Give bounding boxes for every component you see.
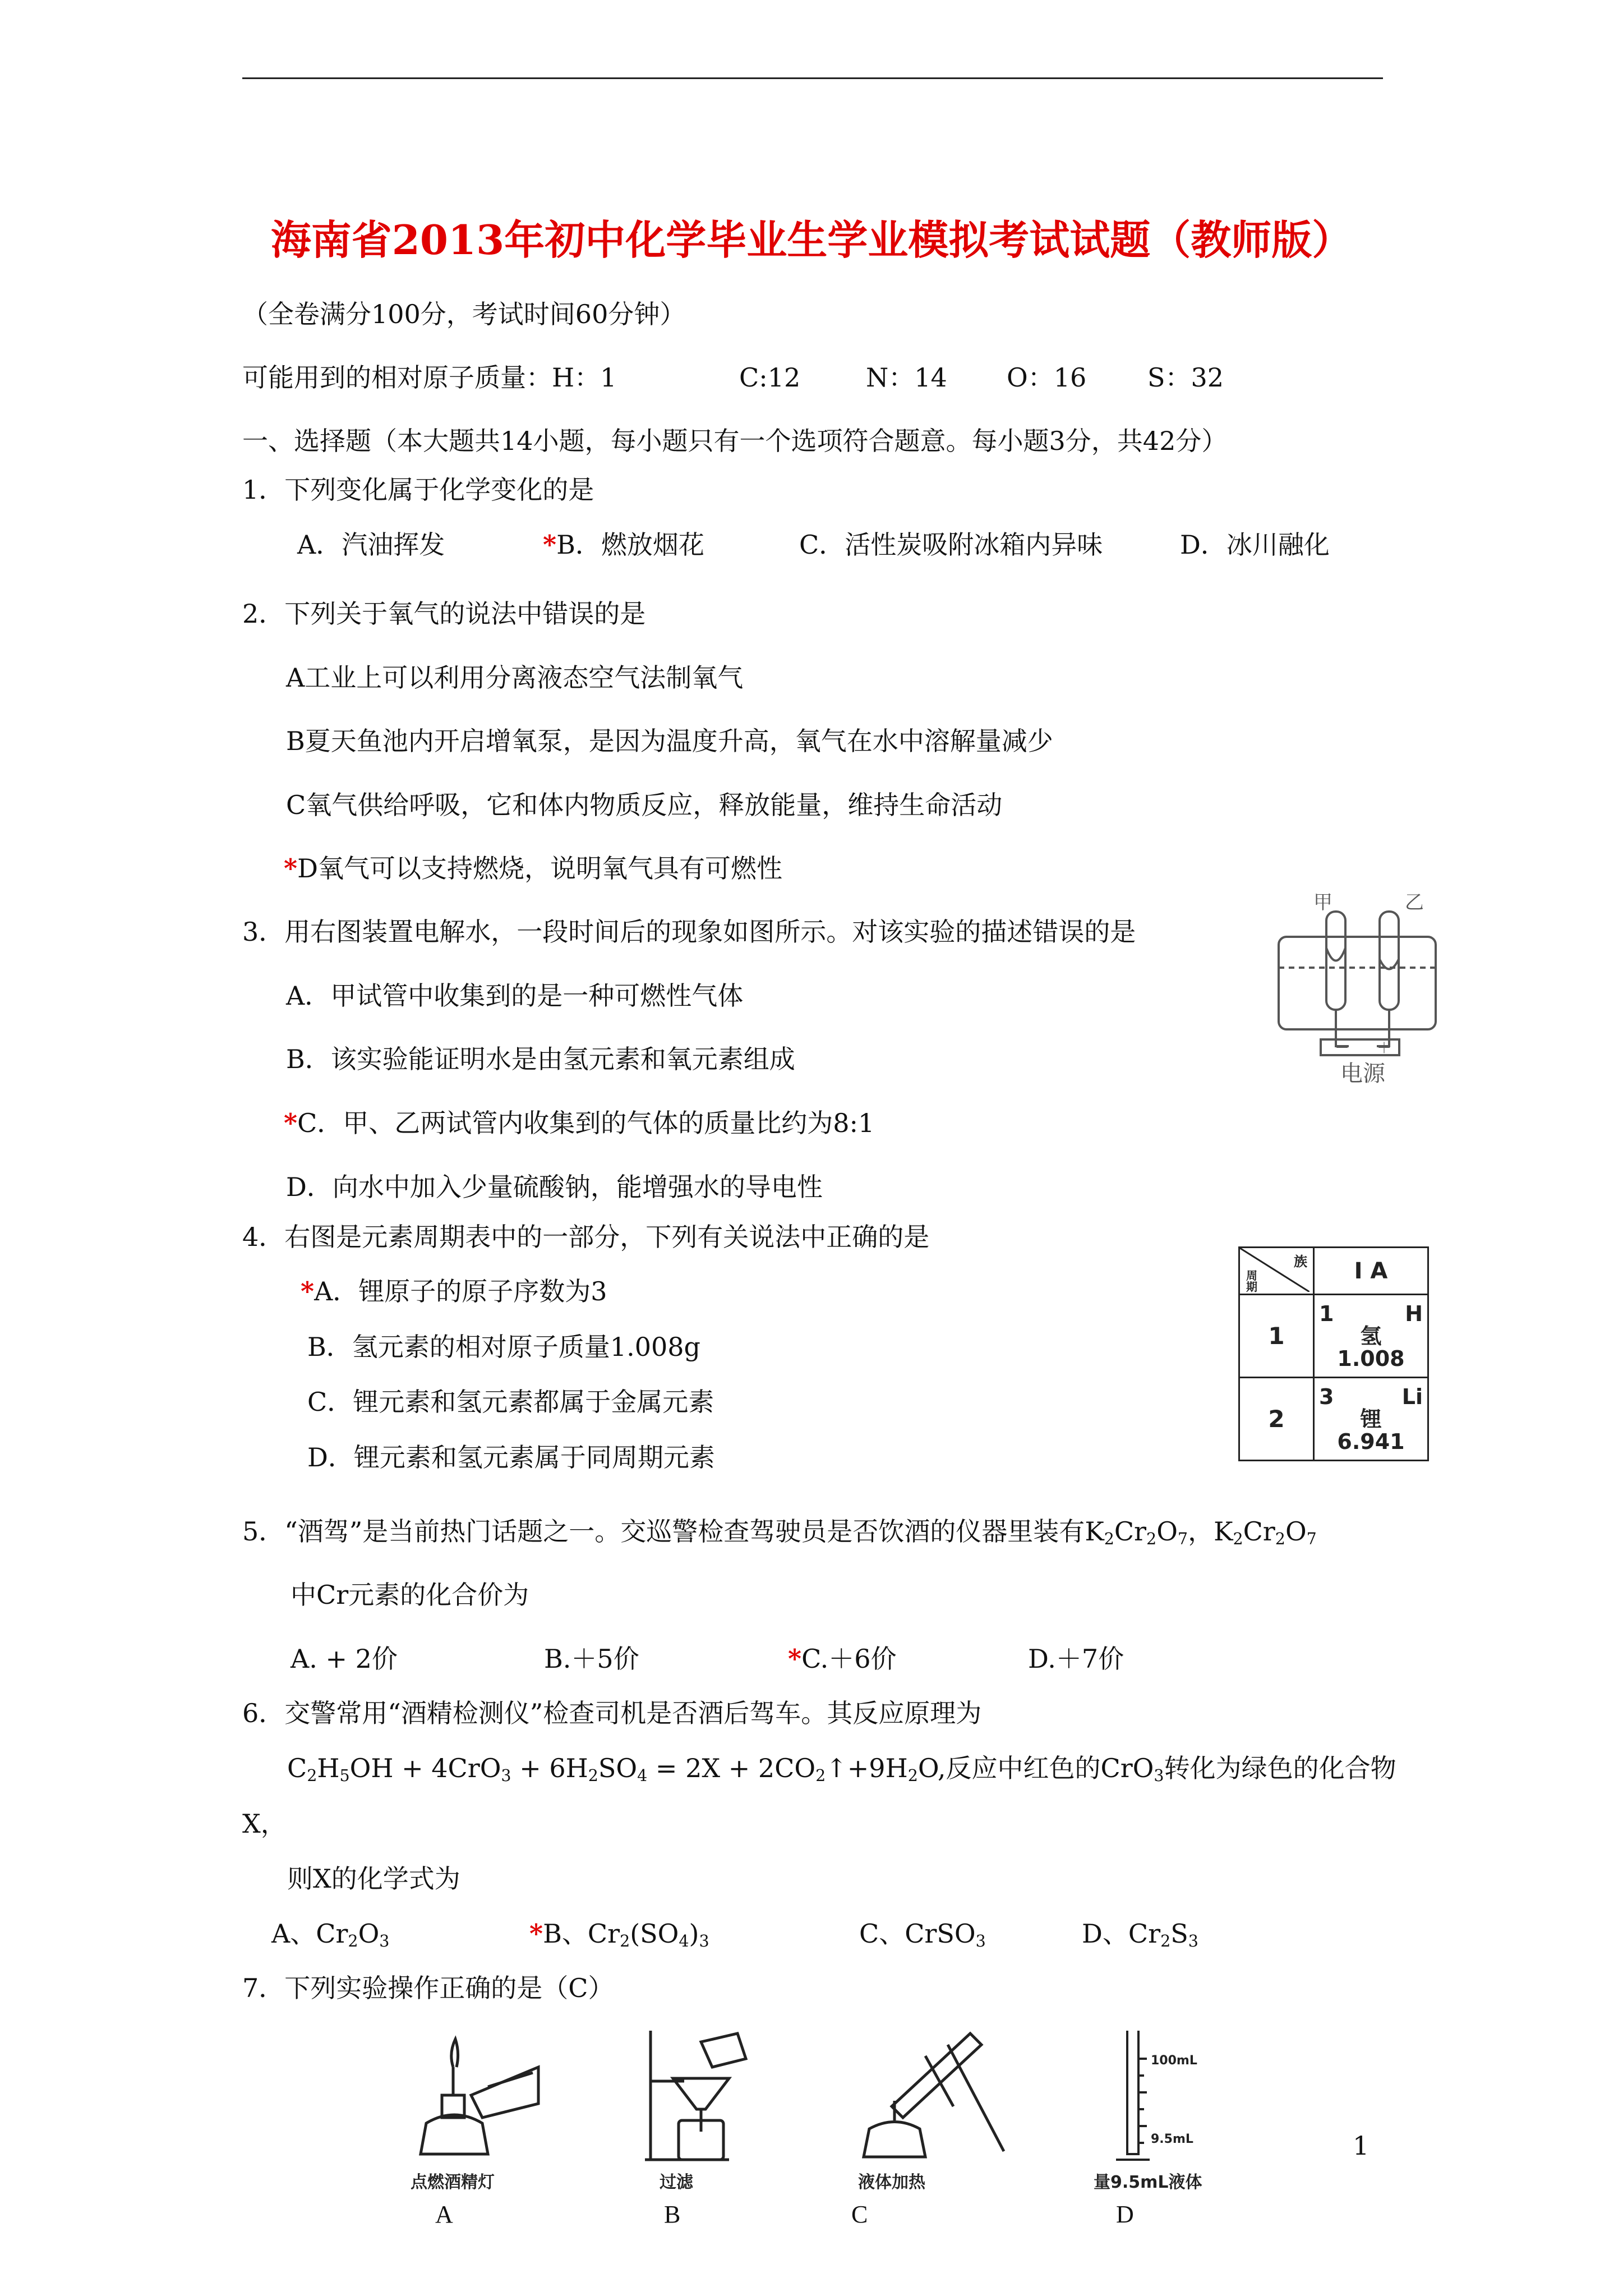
plus-label: ＋ bbox=[1377, 1040, 1392, 1057]
li-number: 3 bbox=[1319, 1384, 1334, 1409]
zu-label: 族 bbox=[1294, 1254, 1307, 1269]
page-number: 1 bbox=[1353, 2131, 1370, 2161]
minus-label: － bbox=[1335, 1040, 1350, 1057]
answer-mark: * bbox=[788, 1644, 802, 1674]
q5-option-b: B.＋5价 bbox=[544, 1644, 639, 1674]
graduated-cylinder-figure bbox=[1099, 2025, 1239, 2162]
page-title: 海南省2013年初中化学毕业生学业模拟考试试题（教师版） bbox=[270, 216, 1353, 264]
h-symbol: H bbox=[1405, 1301, 1423, 1326]
section-heading: 一、选择题（本大题共14小题，每小题只有一个选项符合题意。每小题3分，共42分） bbox=[242, 426, 1228, 456]
fig-a-label: A bbox=[435, 2201, 453, 2228]
zhouqi-label: 周期 bbox=[1246, 1269, 1257, 1294]
q5-option-c: *C.＋6价 bbox=[788, 1644, 897, 1674]
fig-d-label: D bbox=[1116, 2201, 1134, 2228]
q3-option-c: *C．甲、乙两试管内收集到的气体的质量比约为8:1 bbox=[284, 1108, 875, 1138]
q2-option-c: C氧气供给呼吸，它和体内物质反应，释放能量，维持生命活动 bbox=[286, 790, 1003, 820]
q4-option-a: *A．锂原子的原子序数为3 bbox=[301, 1276, 607, 1306]
cylinder-bottom-mark: 9.5mL bbox=[1151, 2132, 1193, 2146]
atomic-mass-s: S：32 bbox=[1147, 362, 1224, 393]
fig-b-label: B bbox=[664, 2201, 681, 2228]
q2-option-d: *D氧气可以支持燃烧，说明氧气具有可燃性 bbox=[284, 853, 782, 884]
periodic-table-fragment bbox=[1238, 1246, 1429, 1461]
li-name: 锂 bbox=[1360, 1406, 1382, 1432]
atomic-mass-h: 可能用到的相对原子质量：H：1 bbox=[242, 362, 617, 393]
answer-mark: * bbox=[529, 1918, 543, 1949]
cylinder-top-mark: 100mL bbox=[1151, 2054, 1197, 2068]
q5-stem: 5．“酒驾”是当前热门话题之一。交巡警检查驾驶员是否饮酒的仪器里装有$K_2Cr_2O_7$，$K_2Cr_2O_7$ bbox=[242, 1516, 1317, 1549]
q6-option-d: D、$Cr_2S_3$ bbox=[1082, 1918, 1198, 1951]
q6-option-b: *B、$Cr_2(SO_4)_3$ bbox=[529, 1918, 709, 1951]
q6-option-c: C、CrSO$_3$ bbox=[859, 1918, 986, 1951]
fig-d-caption: 量9.5mL液体 bbox=[1094, 2173, 1202, 2192]
h-mass: 1.008 bbox=[1337, 1346, 1405, 1371]
table-corner bbox=[1239, 1248, 1314, 1295]
q1-option-c: C．活性炭吸附冰箱内异味 bbox=[799, 530, 1103, 560]
q4-option-d: D．锂元素和氢元素属于同周期元素 bbox=[307, 1442, 715, 1473]
liquid-heating-figure bbox=[841, 2022, 1009, 2162]
q2-stem: 2．下列关于氧气的说法中错误的是 bbox=[242, 599, 646, 629]
q1-option-b: *B．燃放烟花 bbox=[543, 530, 704, 560]
filtration-figure bbox=[639, 2025, 763, 2162]
fig-a-caption: 点燃酒精灯 bbox=[411, 2173, 495, 2192]
tube-jia-label: 甲 bbox=[1313, 891, 1332, 914]
period-2: 2 bbox=[1239, 1378, 1314, 1461]
q3-option-d: D．向水中加入少量硫酸钠，能增强水的导电性 bbox=[286, 1172, 823, 1202]
q6-stem: 6．交警常用“酒精检测仪”检查司机是否酒后驾车。其反应原理为 bbox=[242, 1698, 982, 1728]
q6-equation: $C_2H_5OH + 4CrO_3 + 6H_2SO_4 = 2X$ + $2CO_2↑+9H_2O$,反应中红色的CrO$_3$转化为绿色的化合物 bbox=[287, 1753, 1396, 1786]
q1-option-a: A．汽油挥发 bbox=[297, 530, 445, 560]
atomic-mass-c: C:12 bbox=[739, 362, 801, 393]
fig-c-caption: 液体加热 bbox=[858, 2173, 925, 2192]
q7-stem: 7．下列实验操作正确的是（C） bbox=[242, 1973, 614, 2003]
q6-option-a: A、$Cr_2O_3$ bbox=[271, 1918, 390, 1951]
q2-option-a: A工业上可以利用分离液态空气法制氧气 bbox=[286, 662, 744, 693]
li-mass: 6.941 bbox=[1337, 1429, 1405, 1454]
answer-mark: * bbox=[301, 1276, 315, 1306]
q3-option-a: A．甲试管中收集到的是一种可燃性气体 bbox=[286, 981, 744, 1011]
h-number: 1 bbox=[1319, 1301, 1334, 1326]
q6-x-line: X， bbox=[242, 1809, 287, 1839]
atomic-mass-o: O：16 bbox=[1007, 362, 1087, 393]
q2-option-b: B夏天鱼池内开启增氧泵，是因为温度升高，氧气在水中溶解量减少 bbox=[286, 726, 1053, 756]
q4-option-b: B．氢元素的相对原子质量1.008g bbox=[307, 1332, 700, 1362]
q5-option-a: A. + 2价 bbox=[291, 1644, 398, 1674]
fig-c-label: C bbox=[851, 2201, 868, 2228]
q5-stem-line2: 中Cr元素的化合价为 bbox=[291, 1580, 529, 1610]
electrolysis-figure bbox=[1267, 884, 1447, 1091]
answer-mark: * bbox=[284, 853, 298, 884]
li-symbol: Li bbox=[1401, 1384, 1423, 1409]
q1-option-d: D．冰川融化 bbox=[1180, 530, 1330, 560]
power-label: 电源 bbox=[1340, 1061, 1385, 1087]
h-name: 氢 bbox=[1360, 1323, 1382, 1349]
q5-option-d: D.＋7价 bbox=[1028, 1644, 1124, 1674]
header-rule bbox=[242, 77, 1383, 79]
score-line: （全卷满分100分，考试时间60分钟） bbox=[242, 299, 686, 329]
atomic-mass-n: N：14 bbox=[866, 362, 947, 393]
q3-stem: 3．用右图装置电解水，一段时间后的现象如图所示。对该实验的描述错误的是 bbox=[242, 917, 1136, 947]
tube-yi-label: 乙 bbox=[1405, 891, 1424, 914]
answer-mark: * bbox=[543, 530, 557, 560]
period-1: 1 bbox=[1239, 1295, 1314, 1378]
group-header: I A bbox=[1314, 1248, 1428, 1295]
q1-stem: 1．下列变化属于化学变化的是 bbox=[242, 475, 594, 505]
cell-hydrogen bbox=[1314, 1295, 1428, 1378]
q3-option-b: B．该实验能证明水是由氢元素和氧元素组成 bbox=[286, 1044, 795, 1074]
q4-option-c: C．锂元素和氢元素都属于金属元素 bbox=[307, 1387, 714, 1417]
fig-b-caption: 过滤 bbox=[660, 2173, 693, 2192]
q6-ask: 则X的化学式为 bbox=[287, 1864, 460, 1894]
cell-lithium bbox=[1314, 1378, 1428, 1461]
lamp-lighting-figure bbox=[404, 2028, 550, 2162]
answer-mark: * bbox=[284, 1108, 298, 1138]
q4-stem: 4．右图是元素周期表中的一部分，下列有关说法中正确的是 bbox=[242, 1222, 930, 1252]
